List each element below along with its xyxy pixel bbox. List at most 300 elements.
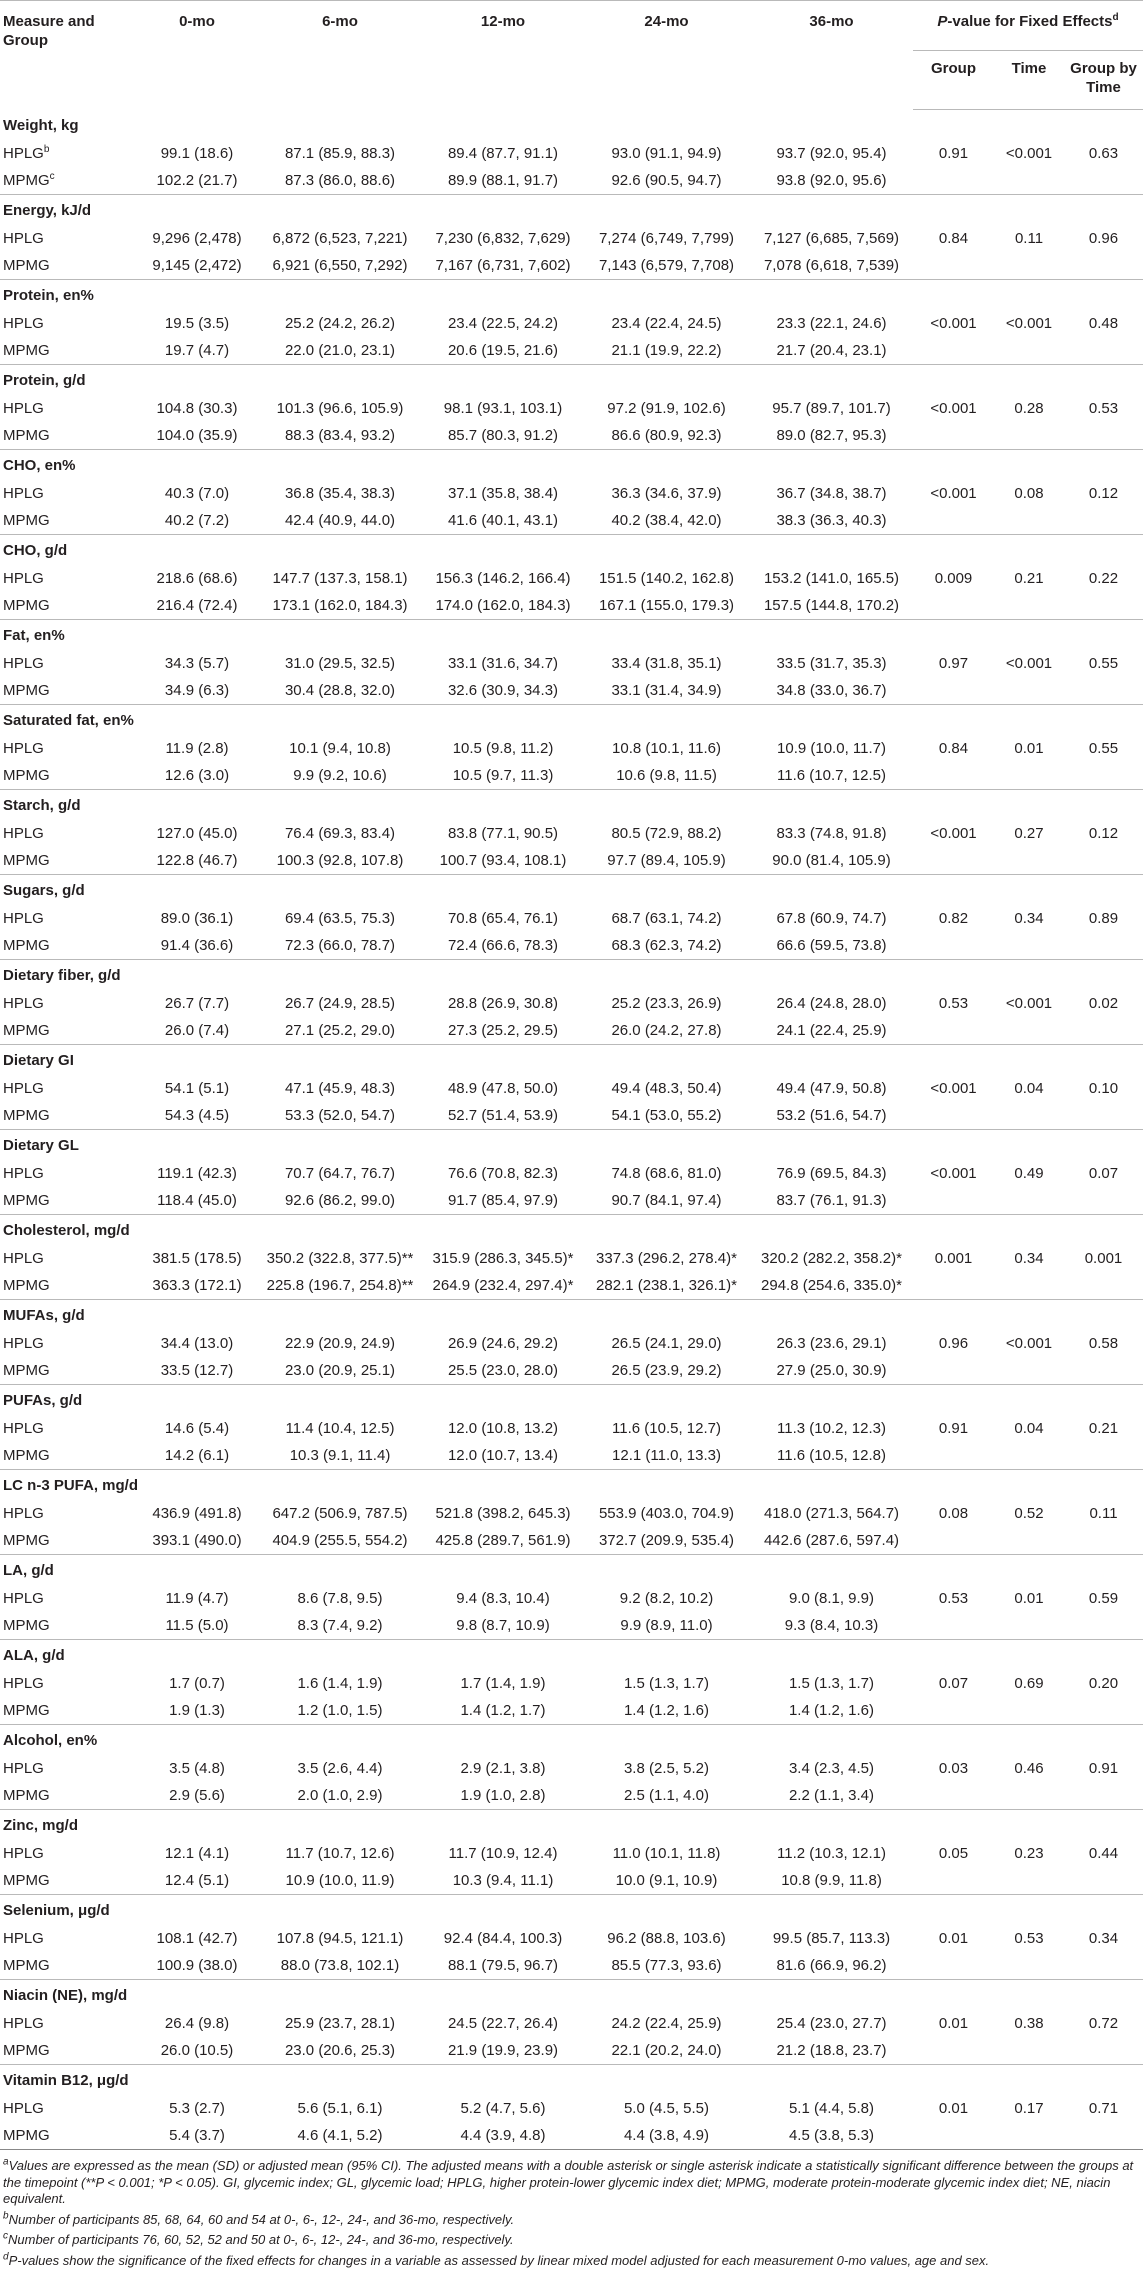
p-value-cell: 0.21: [1064, 1415, 1143, 1442]
value-cell: 76.6 (70.8, 82.3): [423, 1160, 583, 1187]
value-cell: 1.9 (1.0, 2.8): [423, 1782, 583, 1810]
value-cell: 53.3 (52.0, 54.7): [257, 1102, 423, 1130]
value-cell: 27.1 (25.2, 29.0): [257, 1017, 423, 1045]
p-value-cell: 0.04: [994, 1415, 1064, 1442]
section-title: Weight, kg: [0, 110, 1143, 141]
value-cell: 1.5 (1.3, 1.7): [750, 1670, 913, 1697]
p-value-cell: 0.96: [1064, 225, 1143, 252]
empty-cell: [913, 1697, 994, 1725]
empty-cell: [994, 1527, 1064, 1555]
p-value-cell: 0.23: [994, 1840, 1064, 1867]
value-cell: 100.3 (92.8, 107.8): [257, 847, 423, 875]
value-cell: 11.9 (4.7): [137, 1585, 257, 1612]
group-label: HPLG: [0, 1330, 137, 1357]
value-cell: 23.4 (22.5, 24.2): [423, 310, 583, 337]
empty-cell: [1064, 507, 1143, 535]
p-value-cell: <0.001: [913, 1075, 994, 1102]
p-value-cell: 0.48: [1064, 310, 1143, 337]
value-cell: 174.0 (162.0, 184.3): [423, 592, 583, 620]
value-cell: 42.4 (40.9, 44.0): [257, 507, 423, 535]
section-title: PUFAs, g/d: [0, 1385, 1143, 1416]
empty-cell: [1064, 847, 1143, 875]
p-value-cell: 0.11: [994, 225, 1064, 252]
p-value-cell: 0.009: [913, 565, 994, 592]
value-cell: 21.2 (18.8, 23.7): [750, 2037, 913, 2065]
value-cell: 3.4 (2.3, 4.5): [750, 1755, 913, 1782]
empty-cell: [994, 507, 1064, 535]
empty-cell: [994, 1102, 1064, 1130]
value-cell: 10.1 (9.4, 10.8): [257, 735, 423, 762]
value-cell: 12.6 (3.0): [137, 762, 257, 790]
value-cell: 100.7 (93.4, 108.1): [423, 847, 583, 875]
section-title: ALA, g/d: [0, 1640, 1143, 1671]
group-label: MPMG: [0, 1612, 137, 1640]
section-header-row: [0, 2065, 1143, 2096]
p-value-cell: 0.17: [994, 2095, 1064, 2122]
table-row: [0, 1867, 1143, 1895]
group-label: MPMG: [0, 762, 137, 790]
section-title: Dietary GL: [0, 1130, 1143, 1161]
empty-cell: [994, 1187, 1064, 1215]
empty-cell: [994, 1697, 1064, 1725]
value-cell: 1.9 (1.3): [137, 1697, 257, 1725]
table-row: [0, 2122, 1143, 2150]
table-row: [0, 650, 1143, 677]
value-cell: 1.7 (1.4, 1.9): [423, 1670, 583, 1697]
value-cell: 70.7 (64.7, 76.7): [257, 1160, 423, 1187]
fixed-effect-header: Group: [913, 51, 994, 110]
value-cell: 404.9 (255.5, 554.2): [257, 1527, 423, 1555]
value-cell: 36.3 (34.6, 37.9): [583, 480, 750, 507]
value-cell: 3.5 (2.6, 4.4): [257, 1755, 423, 1782]
empty-cell: [1064, 1357, 1143, 1385]
table-row: [0, 1527, 1143, 1555]
empty-cell: [1064, 1442, 1143, 1470]
empty-cell: [913, 337, 994, 365]
value-cell: 25.9 (23.7, 28.1): [257, 2010, 423, 2037]
value-cell: 294.8 (254.6, 335.0)*: [750, 1272, 913, 1300]
p-value-cell: 0.08: [994, 480, 1064, 507]
value-cell: 26.5 (23.9, 29.2): [583, 1357, 750, 1385]
group-label: HPLG: [0, 990, 137, 1017]
p-value-cell: <0.001: [994, 1330, 1064, 1357]
table-row: [0, 1160, 1143, 1187]
value-cell: 363.3 (172.1): [137, 1272, 257, 1300]
value-cell: 21.1 (19.9, 22.2): [583, 337, 750, 365]
value-cell: 9.9 (9.2, 10.6): [257, 762, 423, 790]
value-cell: 95.7 (89.7, 101.7): [750, 395, 913, 422]
table-row: [0, 565, 1143, 592]
value-cell: 27.9 (25.0, 30.9): [750, 1357, 913, 1385]
footnote: $^a$Values are expressed as the mean (SD) or adjusted mean (95% CI). The adjusted means with a double asterisk or single asterisk indicate a statistically significant difference between the groups at the timepoint (**P < 0.001; *P < 0.05). GI, glycemic index; GL, glycemic load; HPLG, higher protein-lower glycemic index diet; MPMG, moderate protein-moderate glycemic index diet; NE, niacin equivalent.: [3, 2158, 1140, 2208]
table-row: [0, 167, 1143, 195]
value-cell: 7,127 (6,685, 7,569): [750, 225, 913, 252]
value-cell: 425.8 (289.7, 561.9): [423, 1527, 583, 1555]
p-value-cell: <0.001: [994, 990, 1064, 1017]
value-cell: 167.1 (155.0, 179.3): [583, 592, 750, 620]
value-cell: 2.2 (1.1, 3.4): [750, 1782, 913, 1810]
value-cell: 68.7 (63.1, 74.2): [583, 905, 750, 932]
value-cell: 1.6 (1.4, 1.9): [257, 1670, 423, 1697]
empty-cell: [913, 592, 994, 620]
empty-cell: [994, 932, 1064, 960]
timepoint-header: 36-mo: [750, 1, 913, 110]
empty-cell: [994, 2122, 1064, 2150]
value-cell: 5.4 (3.7): [137, 2122, 257, 2150]
empty-cell: [913, 507, 994, 535]
p-value-cell: 0.12: [1064, 480, 1143, 507]
empty-cell: [913, 932, 994, 960]
p-value-cell: 0.01: [913, 2095, 994, 2122]
group-label: HPLG: [0, 2095, 137, 2122]
empty-cell: [1064, 1697, 1143, 1725]
value-cell: 22.9 (20.9, 24.9): [257, 1330, 423, 1357]
p-value-cell: 0.53: [1064, 395, 1143, 422]
empty-cell: [913, 1952, 994, 1980]
section-header-row: [0, 535, 1143, 566]
value-cell: 26.0 (7.4): [137, 1017, 257, 1045]
empty-cell: [1064, 1102, 1143, 1130]
value-cell: 89.4 (87.7, 91.1): [423, 140, 583, 167]
value-cell: 8.6 (7.8, 9.5): [257, 1585, 423, 1612]
value-cell: 93.7 (92.0, 95.4): [750, 140, 913, 167]
value-cell: 23.3 (22.1, 24.6): [750, 310, 913, 337]
fixed-effect-header: Time: [994, 51, 1064, 110]
value-cell: 9.3 (8.4, 10.3): [750, 1612, 913, 1640]
p-value-cell: 0.001: [1064, 1245, 1143, 1272]
p-value-cell: 0.71: [1064, 2095, 1143, 2122]
value-cell: 30.4 (28.8, 32.0): [257, 677, 423, 705]
section-header-row: [0, 280, 1143, 311]
value-cell: 89.0 (36.1): [137, 905, 257, 932]
table-row: [0, 1102, 1143, 1130]
group-label: MPMG: [0, 1442, 137, 1470]
value-cell: 26.0 (24.2, 27.8): [583, 1017, 750, 1045]
value-cell: 10.8 (9.9, 11.8): [750, 1867, 913, 1895]
empty-cell: [994, 592, 1064, 620]
group-label: HPLG: [0, 1670, 137, 1697]
value-cell: 12.0 (10.7, 13.4): [423, 1442, 583, 1470]
value-cell: 88.0 (73.8, 102.1): [257, 1952, 423, 1980]
empty-cell: [994, 1357, 1064, 1385]
value-cell: 97.2 (91.9, 102.6): [583, 395, 750, 422]
group-label: HPLG: [0, 565, 137, 592]
empty-cell: [1064, 2122, 1143, 2150]
value-cell: 6,872 (6,523, 7,221): [257, 225, 423, 252]
value-cell: 23.0 (20.6, 25.3): [257, 2037, 423, 2065]
value-cell: 118.4 (45.0): [137, 1187, 257, 1215]
group-label: HPLG: [0, 905, 137, 932]
p-value-cell: 0.82: [913, 905, 994, 932]
empty-cell: [994, 1612, 1064, 1640]
value-cell: 10.8 (10.1, 11.6): [583, 735, 750, 762]
empty-cell: [1064, 1527, 1143, 1555]
empty-cell: [1064, 2037, 1143, 2065]
value-cell: 1.4 (1.2, 1.7): [423, 1697, 583, 1725]
table-row: [0, 225, 1143, 252]
group-label: HPLG$^b$: [0, 140, 137, 167]
value-cell: 88.3 (83.4, 93.2): [257, 422, 423, 450]
empty-cell: [1064, 932, 1143, 960]
empty-cell: [913, 1102, 994, 1130]
table-row: [0, 1952, 1143, 1980]
table-row: [0, 1697, 1143, 1725]
value-cell: 20.6 (19.5, 21.6): [423, 337, 583, 365]
value-cell: 26.9 (24.6, 29.2): [423, 1330, 583, 1357]
fixed-effect-header: Group by Time: [1064, 51, 1143, 110]
value-cell: 4.5 (3.8, 5.3): [750, 2122, 913, 2150]
p-value-cell: 0.34: [1064, 1925, 1143, 1952]
empty-cell: [994, 2037, 1064, 2065]
value-cell: 5.2 (4.7, 5.6): [423, 2095, 583, 2122]
empty-cell: [994, 252, 1064, 280]
p-value-cell: 0.49: [994, 1160, 1064, 1187]
value-cell: 38.3 (36.3, 40.3): [750, 507, 913, 535]
value-cell: 119.1 (42.3): [137, 1160, 257, 1187]
empty-cell: [994, 1782, 1064, 1810]
value-cell: 1.7 (0.7): [137, 1670, 257, 1697]
value-cell: 93.0 (91.1, 94.9): [583, 140, 750, 167]
value-cell: 10.3 (9.1, 11.4): [257, 1442, 423, 1470]
value-cell: 5.0 (4.5, 5.5): [583, 2095, 750, 2122]
group-label: MPMG: [0, 1017, 137, 1045]
section-header-row: [0, 1980, 1143, 2011]
value-cell: 49.4 (48.3, 50.4): [583, 1075, 750, 1102]
empty-cell: [994, 422, 1064, 450]
value-cell: 80.5 (72.9, 88.2): [583, 820, 750, 847]
value-cell: 10.9 (10.0, 11.7): [750, 735, 913, 762]
value-cell: 70.8 (65.4, 76.1): [423, 905, 583, 932]
value-cell: 12.4 (5.1): [137, 1867, 257, 1895]
empty-cell: [913, 1442, 994, 1470]
footnote: $^b$Number of participants 85, 68, 64, 60 and 54 at 0-, 6-, 12-, 24-, and 36-mo, respectively.: [3, 2212, 1140, 2229]
table-row: [0, 762, 1143, 790]
value-cell: 108.1 (42.7): [137, 1925, 257, 1952]
value-cell: 5.1 (4.4, 5.8): [750, 2095, 913, 2122]
group-label: HPLG: [0, 735, 137, 762]
p-value-cell: 0.55: [1064, 650, 1143, 677]
value-cell: 36.8 (35.4, 38.3): [257, 480, 423, 507]
p-value-cell: 0.52: [994, 1500, 1064, 1527]
value-cell: 12.1 (4.1): [137, 1840, 257, 1867]
value-cell: 381.5 (178.5): [137, 1245, 257, 1272]
section-title: Alcohol, en%: [0, 1725, 1143, 1756]
p-value-cell: 0.08: [913, 1500, 994, 1527]
section-title: Selenium, μg/d: [0, 1895, 1143, 1926]
value-cell: 3.8 (2.5, 5.2): [583, 1755, 750, 1782]
group-label: MPMG: [0, 1697, 137, 1725]
value-cell: 2.9 (5.6): [137, 1782, 257, 1810]
value-cell: 23.0 (20.9, 25.1): [257, 1357, 423, 1385]
table-row: [0, 2095, 1143, 2122]
value-cell: 19.7 (4.7): [137, 337, 257, 365]
empty-cell: [1064, 1017, 1143, 1045]
value-cell: 521.8 (398.2, 645.3): [423, 1500, 583, 1527]
value-cell: 36.7 (34.8, 38.7): [750, 480, 913, 507]
table-row: [0, 1612, 1143, 1640]
value-cell: 33.1 (31.4, 34.9): [583, 677, 750, 705]
section-header-row: [0, 1300, 1143, 1331]
p-value-cell: 0.63: [1064, 140, 1143, 167]
group-label: HPLG: [0, 225, 137, 252]
group-label: MPMG: [0, 1272, 137, 1300]
value-cell: 19.5 (3.5): [137, 310, 257, 337]
empty-cell: [913, 167, 994, 195]
p-value-cell: 0.91: [913, 1415, 994, 1442]
timepoint-header: 12-mo: [423, 1, 583, 110]
value-cell: 5.6 (5.1, 6.1): [257, 2095, 423, 2122]
value-cell: 68.3 (62.3, 74.2): [583, 932, 750, 960]
value-cell: 157.5 (144.8, 170.2): [750, 592, 913, 620]
group-label: HPLG: [0, 1415, 137, 1442]
value-cell: 11.7 (10.7, 12.6): [257, 1840, 423, 1867]
group-label: MPMG: [0, 592, 137, 620]
empty-cell: [994, 1867, 1064, 1895]
p-value-cell: 0.07: [913, 1670, 994, 1697]
table-row: [0, 1357, 1143, 1385]
table-row: [0, 847, 1143, 875]
value-cell: 83.3 (74.8, 91.8): [750, 820, 913, 847]
value-cell: 26.5 (24.1, 29.0): [583, 1330, 750, 1357]
value-cell: 11.6 (10.5, 12.7): [583, 1415, 750, 1442]
table-row: [0, 1415, 1143, 1442]
value-cell: 91.7 (85.4, 97.9): [423, 1187, 583, 1215]
group-label: HPLG: [0, 480, 137, 507]
p-value-cell: 0.01: [913, 2010, 994, 2037]
value-cell: 216.4 (72.4): [137, 592, 257, 620]
value-cell: 52.7 (51.4, 53.9): [423, 1102, 583, 1130]
value-cell: 92.4 (84.4, 100.3): [423, 1925, 583, 1952]
p-value-cell: 0.07: [1064, 1160, 1143, 1187]
section-header-row: [0, 1555, 1143, 1586]
p-value-cell: 0.58: [1064, 1330, 1143, 1357]
value-cell: 7,143 (6,579, 7,708): [583, 252, 750, 280]
section-header-row: [0, 110, 1143, 141]
value-cell: 26.4 (9.8): [137, 2010, 257, 2037]
value-cell: 34.8 (33.0, 36.7): [750, 677, 913, 705]
timepoint-header: 0-mo: [137, 1, 257, 110]
group-label: HPLG: [0, 1925, 137, 1952]
section-header-row: [0, 195, 1143, 226]
value-cell: 27.3 (25.2, 29.5): [423, 1017, 583, 1045]
value-cell: 107.8 (94.5, 121.1): [257, 1925, 423, 1952]
table-row: [0, 1017, 1143, 1045]
value-cell: 11.0 (10.1, 11.8): [583, 1840, 750, 1867]
value-cell: 33.5 (12.7): [137, 1357, 257, 1385]
value-cell: 101.3 (96.6, 105.9): [257, 395, 423, 422]
p-value-cell: <0.001: [913, 395, 994, 422]
value-cell: 647.2 (506.9, 787.5): [257, 1500, 423, 1527]
section-header-row: [0, 960, 1143, 991]
value-cell: 10.3 (9.4, 11.1): [423, 1867, 583, 1895]
p-value-cell: <0.001: [913, 480, 994, 507]
p-value-cell: 0.53: [913, 990, 994, 1017]
p-value-cell: 0.84: [913, 735, 994, 762]
value-cell: 54.1 (5.1): [137, 1075, 257, 1102]
p-value-cell: 0.20: [1064, 1670, 1143, 1697]
value-cell: 2.5 (1.1, 4.0): [583, 1782, 750, 1810]
table-row: [0, 252, 1143, 280]
group-label: HPLG: [0, 395, 137, 422]
empty-cell: [913, 762, 994, 790]
value-cell: 54.3 (4.5): [137, 1102, 257, 1130]
value-cell: 96.2 (88.8, 103.6): [583, 1925, 750, 1952]
value-cell: 21.9 (19.9, 23.9): [423, 2037, 583, 2065]
p-value-cell: 0.28: [994, 395, 1064, 422]
section-title: Zinc, mg/d: [0, 1810, 1143, 1841]
empty-cell: [913, 1867, 994, 1895]
empty-cell: [994, 762, 1064, 790]
value-cell: 76.9 (69.5, 84.3): [750, 1160, 913, 1187]
table-row: [0, 1755, 1143, 1782]
group-label: HPLG: [0, 2010, 137, 2037]
value-cell: 53.2 (51.6, 54.7): [750, 1102, 913, 1130]
group-label: HPLG: [0, 820, 137, 847]
value-cell: 100.9 (38.0): [137, 1952, 257, 1980]
section-title: Vitamin B12, μg/d: [0, 2065, 1143, 2096]
value-cell: 12.0 (10.8, 13.2): [423, 1415, 583, 1442]
value-cell: 24.1 (22.4, 25.9): [750, 1017, 913, 1045]
empty-cell: [1064, 167, 1143, 195]
p-value-cell: 0.44: [1064, 1840, 1143, 1867]
p-value-cell: <0.001: [994, 310, 1064, 337]
section-title: Protein, g/d: [0, 365, 1143, 396]
value-cell: 9.9 (8.9, 11.0): [583, 1612, 750, 1640]
value-cell: 156.3 (146.2, 166.4): [423, 565, 583, 592]
value-cell: 25.2 (24.2, 26.2): [257, 310, 423, 337]
table-row: [0, 1925, 1143, 1952]
table-row: [0, 990, 1143, 1017]
value-cell: 14.2 (6.1): [137, 1442, 257, 1470]
empty-cell: [1064, 1612, 1143, 1640]
value-cell: 26.7 (24.9, 28.5): [257, 990, 423, 1017]
value-cell: 90.7 (84.1, 97.4): [583, 1187, 750, 1215]
empty-cell: [913, 2037, 994, 2065]
section-title: Dietary fiber, g/d: [0, 960, 1143, 991]
table-row: [0, 480, 1143, 507]
group-label: HPLG: [0, 1245, 137, 1272]
value-cell: 83.8 (77.1, 90.5): [423, 820, 583, 847]
empty-cell: [994, 677, 1064, 705]
group-label: MPMG: [0, 2037, 137, 2065]
value-cell: 1.5 (1.3, 1.7): [583, 1670, 750, 1697]
timepoint-header: 24-mo: [583, 1, 750, 110]
value-cell: 9,145 (2,472): [137, 252, 257, 280]
section-header-row: [0, 365, 1143, 396]
section-header-row: [0, 1895, 1143, 1926]
empty-cell: [1064, 1952, 1143, 1980]
value-cell: 7,078 (6,618, 7,539): [750, 252, 913, 280]
p-value-cell: <0.001: [913, 1160, 994, 1187]
p-value-cell: 0.21: [994, 565, 1064, 592]
section-title: CHO, en%: [0, 450, 1143, 481]
group-label: MPMG: [0, 1102, 137, 1130]
section-header-row: [0, 1640, 1143, 1671]
group-label: MPMG: [0, 422, 137, 450]
group-label: MPMG: [0, 847, 137, 875]
value-cell: 5.3 (2.7): [137, 2095, 257, 2122]
value-cell: 553.9 (403.0, 704.9): [583, 1500, 750, 1527]
table-row: [0, 820, 1143, 847]
measure-group-header: Measure and Group: [0, 1, 137, 110]
value-cell: 89.0 (82.7, 95.3): [750, 422, 913, 450]
value-cell: 33.4 (31.8, 35.1): [583, 650, 750, 677]
empty-cell: [1064, 422, 1143, 450]
value-cell: 9.0 (8.1, 9.9): [750, 1585, 913, 1612]
table-row: [0, 1585, 1143, 1612]
table-row: [0, 2010, 1143, 2037]
group-label: MPMG: [0, 932, 137, 960]
